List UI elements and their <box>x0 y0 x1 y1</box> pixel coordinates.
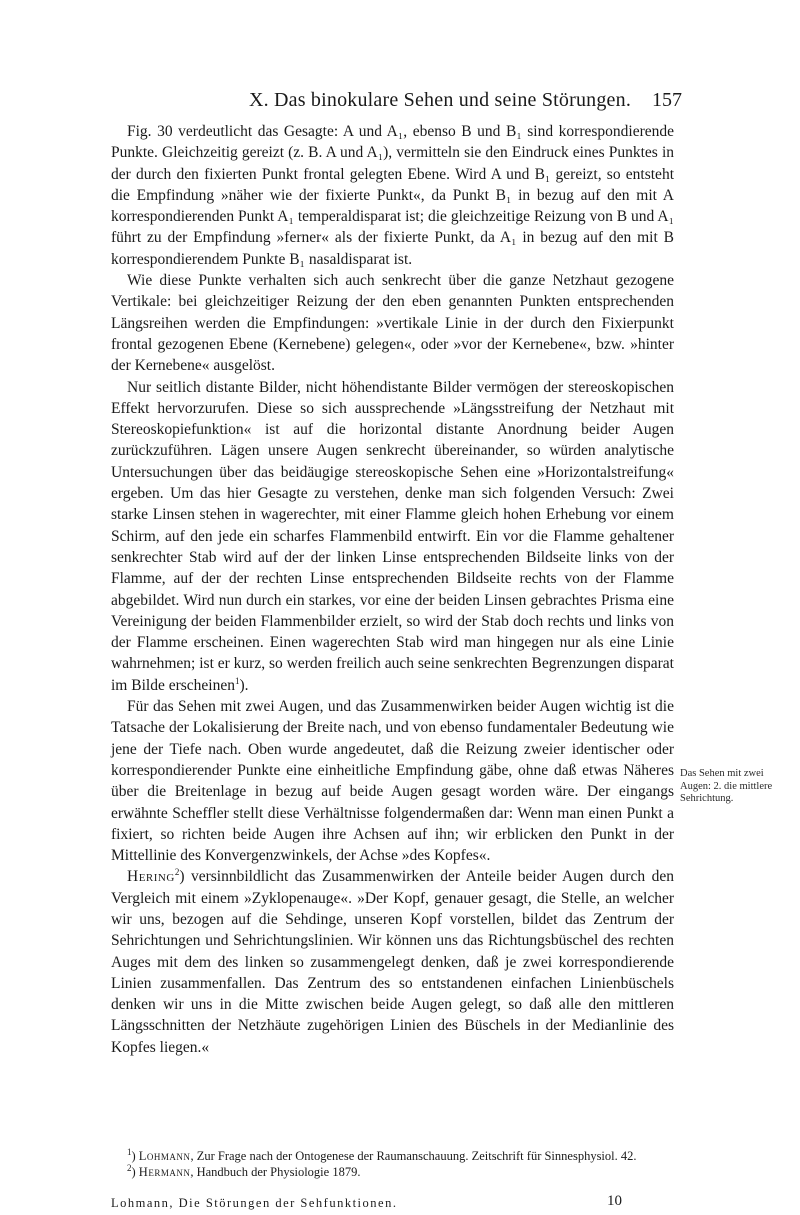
footnote-2-mark: 2 <box>127 1162 132 1173</box>
chapter-title: X. Das binokulare Sehen und seine Störungen. <box>248 89 632 111</box>
paragraph-5-text: versinnbildlicht das Zusammenwirken der Anteile beider Augen durch den Vergleich mit einem »Zyklopenauge«. »Der Kopf, genauer gesagt, die Stelle, an welcher wir uns, bezogen auf die Sehdinge, unseren Kopf vorstellen, bildet das Zentrum der Sehrichtungen und Sehrichtungslinien. Wir können uns das Richtungsbüschel des rechten Auges mit dem des linken so zusammengelegt denken, daß je zwei korrespondierende Linien zusammenfallen. Das Zentrum des so entstandenen einfachen Linienbüschels denken wir uns in die Mitte zwischen beide Augen gelegt, so daß alle den mittleren Längsschnitten der Netzhäute zugehörigen Linien des Büschels in der Medianlinie des Kopfes liegen.« <box>111 868 674 1056</box>
signature-mark: 10 <box>607 1193 622 1209</box>
paragraph-5: Hering$^2$) versinnbildlicht das Zusammenwirken der Anteile beider Augen durch den Vergleich mit einem »Zyklopenauge«. »Der Kopf, genauer gesagt, die Stelle, an welcher wir uns, bezogen auf die Sehdinge, unseren Kopf vorstellen, bildet das Zentrum der Sehrichtungen und Sehrichtungslinien. Wir können uns das Richtungsbüschel des rechten Auges mit dem des linken so zusammengelegt denken, daß je zwei korrespondierende Linien zusammenfallen. Das Zentrum des so entstandenen einfachen Linienbüschels denken wir uns in die Mitte zwischen beide Augen gelegt, so daß alle den mittleren Längsschnitten der Netzhäute zugehörigen Linien des Büschels in der Medianlinie des Kopfes liegen.« <box>111 867 674 1056</box>
footer-text: Lohmann, Die Störungen der Sehfunktionen. <box>111 1196 398 1210</box>
footnote-1-author: Lohmann <box>138 1149 191 1163</box>
running-head <box>198 88 682 112</box>
footnote-2: $^2$) Hermann, Handbuch der Physiologie 1879. <box>127 1162 361 1179</box>
footnote-1: $^1$) Lohmann, Zur Frage nach der Ontogenese der Raumanschauung. Zeitschrift für Sinnesphysiol. 42. <box>127 1146 637 1163</box>
body-text <box>111 121 674 1058</box>
paragraph-3: Nur seitlich distante Bilder, nicht höhendistante Bilder vermögen der stereoskopischen Effekt hervorzurufen. Diese so sich aussprechende »Längsstreifung der Netzhaut mit Stereoskopiefunktion« ist auf die horizontal distante Anordnung beider Augen zurückzuführen. Lägen unsere Augen senkrecht übereinander, so würden analytische Untersuchungen über das beidäugige stereoskopische Sehen eine »Horizontalstreifung« ergeben. Um das hier Gesagte zu verstehen, denke man sich folgenden Versuch: Zwei starke Linsen stehen in wagerechter, mit einer Flamme gleich hohen Erhebung vor einem Schirm, auf den jede ein scharfes Flammenbild entwirft. Ein vor die Flamme gehaltener senkrechter Stab wird auf der der linken Linse entsprechenden Bildseite links von der Flamme, auf der der rechten Linse entsprechenden Bildseite rechts von der Flamme abgebildet. Wird nun durch ein starkes, vor eine der beiden Linsen gebrachtes Prisma eine Vereinigung der beiden Flammenbilder erzielt, so wird der Stab doch rechts und links von der Flamme erscheinen. Einen wagerechten Stab wird man hingegen nur als eine Linie wahrnehmen; ist er kurz, so werden freilich auch seine senkrechten Begrenzungen disparat im Bilde erscheinen$^1$). <box>111 378 674 694</box>
paragraph-1: Fig. 30 verdeutlicht das Gesagte: A und A₁, ebenso B und B₁ sind korrespondierende Punkte. Gleichzeitig gereizt (z. B. A und A₁), vermitteln sie den Eindruck eines Punktes in der durch den fixierten Punkt frontal gelegten Ebene. Wird A und B₁ gereizt, so entsteht die Empfindung »näher wie der fixierte Punkt«, da Punkt B₁ in bezug auf den mit A korrespondierenden Punkt A₁ temperaldisparat ist; die gleichzeitige Reizung von B und A₁ führt zu der Empfindung »ferner« als der fixierte Punkt, da A₁ in bezug auf den mit B korrespondierendem Punkte B₁ nasaldisparat ist. <box>111 123 674 268</box>
footnote-2-text: , Handbuch der Physiologie 1879. <box>190 1165 361 1179</box>
paragraph-3-text: Nur seitlich distante Bilder, nicht höhendistante Bilder vermögen der stereoskopischen Effekt hervorzurufen. Diese so sich aussprechende »Längsstreifung der Netzhaut mit Stereoskopiefunktion« ist auf die horizontal distante Anordnung beider Augen zurückzuführen. Lägen unsere Augen senkrecht übereinander, so würden analytische Untersuchungen über das beidäugige stereoskopische Sehen eine »Horizontalstreifung« ergeben. Um das hier Gesagte zu verstehen, denke man sich folgenden Versuch: Zwei starke Linsen stehen in wagerechter, mit einer Flamme gleich hohen Erhebung vor einem Schirm, auf den jede ein scharfes Flammenbild entwirft. Ein vor die Flamme gehaltener senkrechter Stab wird auf der der linken Linse entsprechenden Bildseite links von der Flamme, auf der der rechten Linse entsprechenden Bildseite rechts von der Flamme abgebildet. Wird nun durch ein starkes, vor eine der beiden Linsen gebrachtes Prisma eine Vereinigung der beiden Flammenbilder erzielt, so wird der Stab doch rechts und links von der Flamme erscheinen. Einen wagerechten Stab wird man hingegen nur als eine Linie wahrnehmen; ist er kurz, so werden freilich auch seine senkrechten Begrenzungen disparat im Bilde erscheinen <box>111 378 674 694</box>
footnote-ref-1: 1 <box>234 675 240 686</box>
footnote-1-mark: 1 <box>127 1146 132 1157</box>
page-number: 157 <box>652 89 682 111</box>
margin-note: Das Sehen mit zwei Augen: 2. die mittlere Sehrichtung. <box>680 768 773 804</box>
paragraph-2: Wie diese Punkte verhalten sich auch senkrecht über die ganze Netzhaut gezogene Vertikale: bei gleichzeitiger Reizung der den eben genannten Punkten entsprechenden Längsreihen werden die Empfindungen: »vertikale Linie in der durch den Fixierpunkt frontal gezogenen Ebene (Kernebene) gelegen«, oder »vor der Kernebene«, bzw. »hinter der Kernebene« ausgelöst. <box>111 272 674 375</box>
footnotes <box>111 1148 674 1180</box>
paragraph-4: Für das Sehen mit zwei Augen, und das Zusammenwirken beider Augen wichtig ist die Tatsache der Lokalisierung der Breite nach, und von ebenso fundamentaler Bedeutung wie jene der Tiefe nach. Oben wurde angedeutet, daß die Reizung zweier identischer oder korrespondierender Punkte eine einheitliche Empfindung gäbe, ohne daß etwas Näheres über die Breitenlage in bezug auf beide Augen gesagt worden wäre. Der eingangs erwähnte Scheffler stellt diese Verhältnisse folgendermaßen dar: Wenn man einen Punkt a fixiert, so richten beide Augen ihre Achsen auf ihn; wir erblicken den Punkt in der Mittellinie des Konvergenzwinkels, der Achse »des Kopfes«. <box>111 698 674 865</box>
printer-footer <box>111 1195 674 1211</box>
footnote-2-author: Hermann <box>138 1165 191 1179</box>
footnote-1-text: , Zur Frage nach der Ontogenese der Raumanschauung. Zeitschrift für Sinnesphysiol. 42. <box>190 1149 637 1163</box>
footnote-ref-2: 2 <box>174 867 180 878</box>
author-name: Hering <box>127 868 175 886</box>
